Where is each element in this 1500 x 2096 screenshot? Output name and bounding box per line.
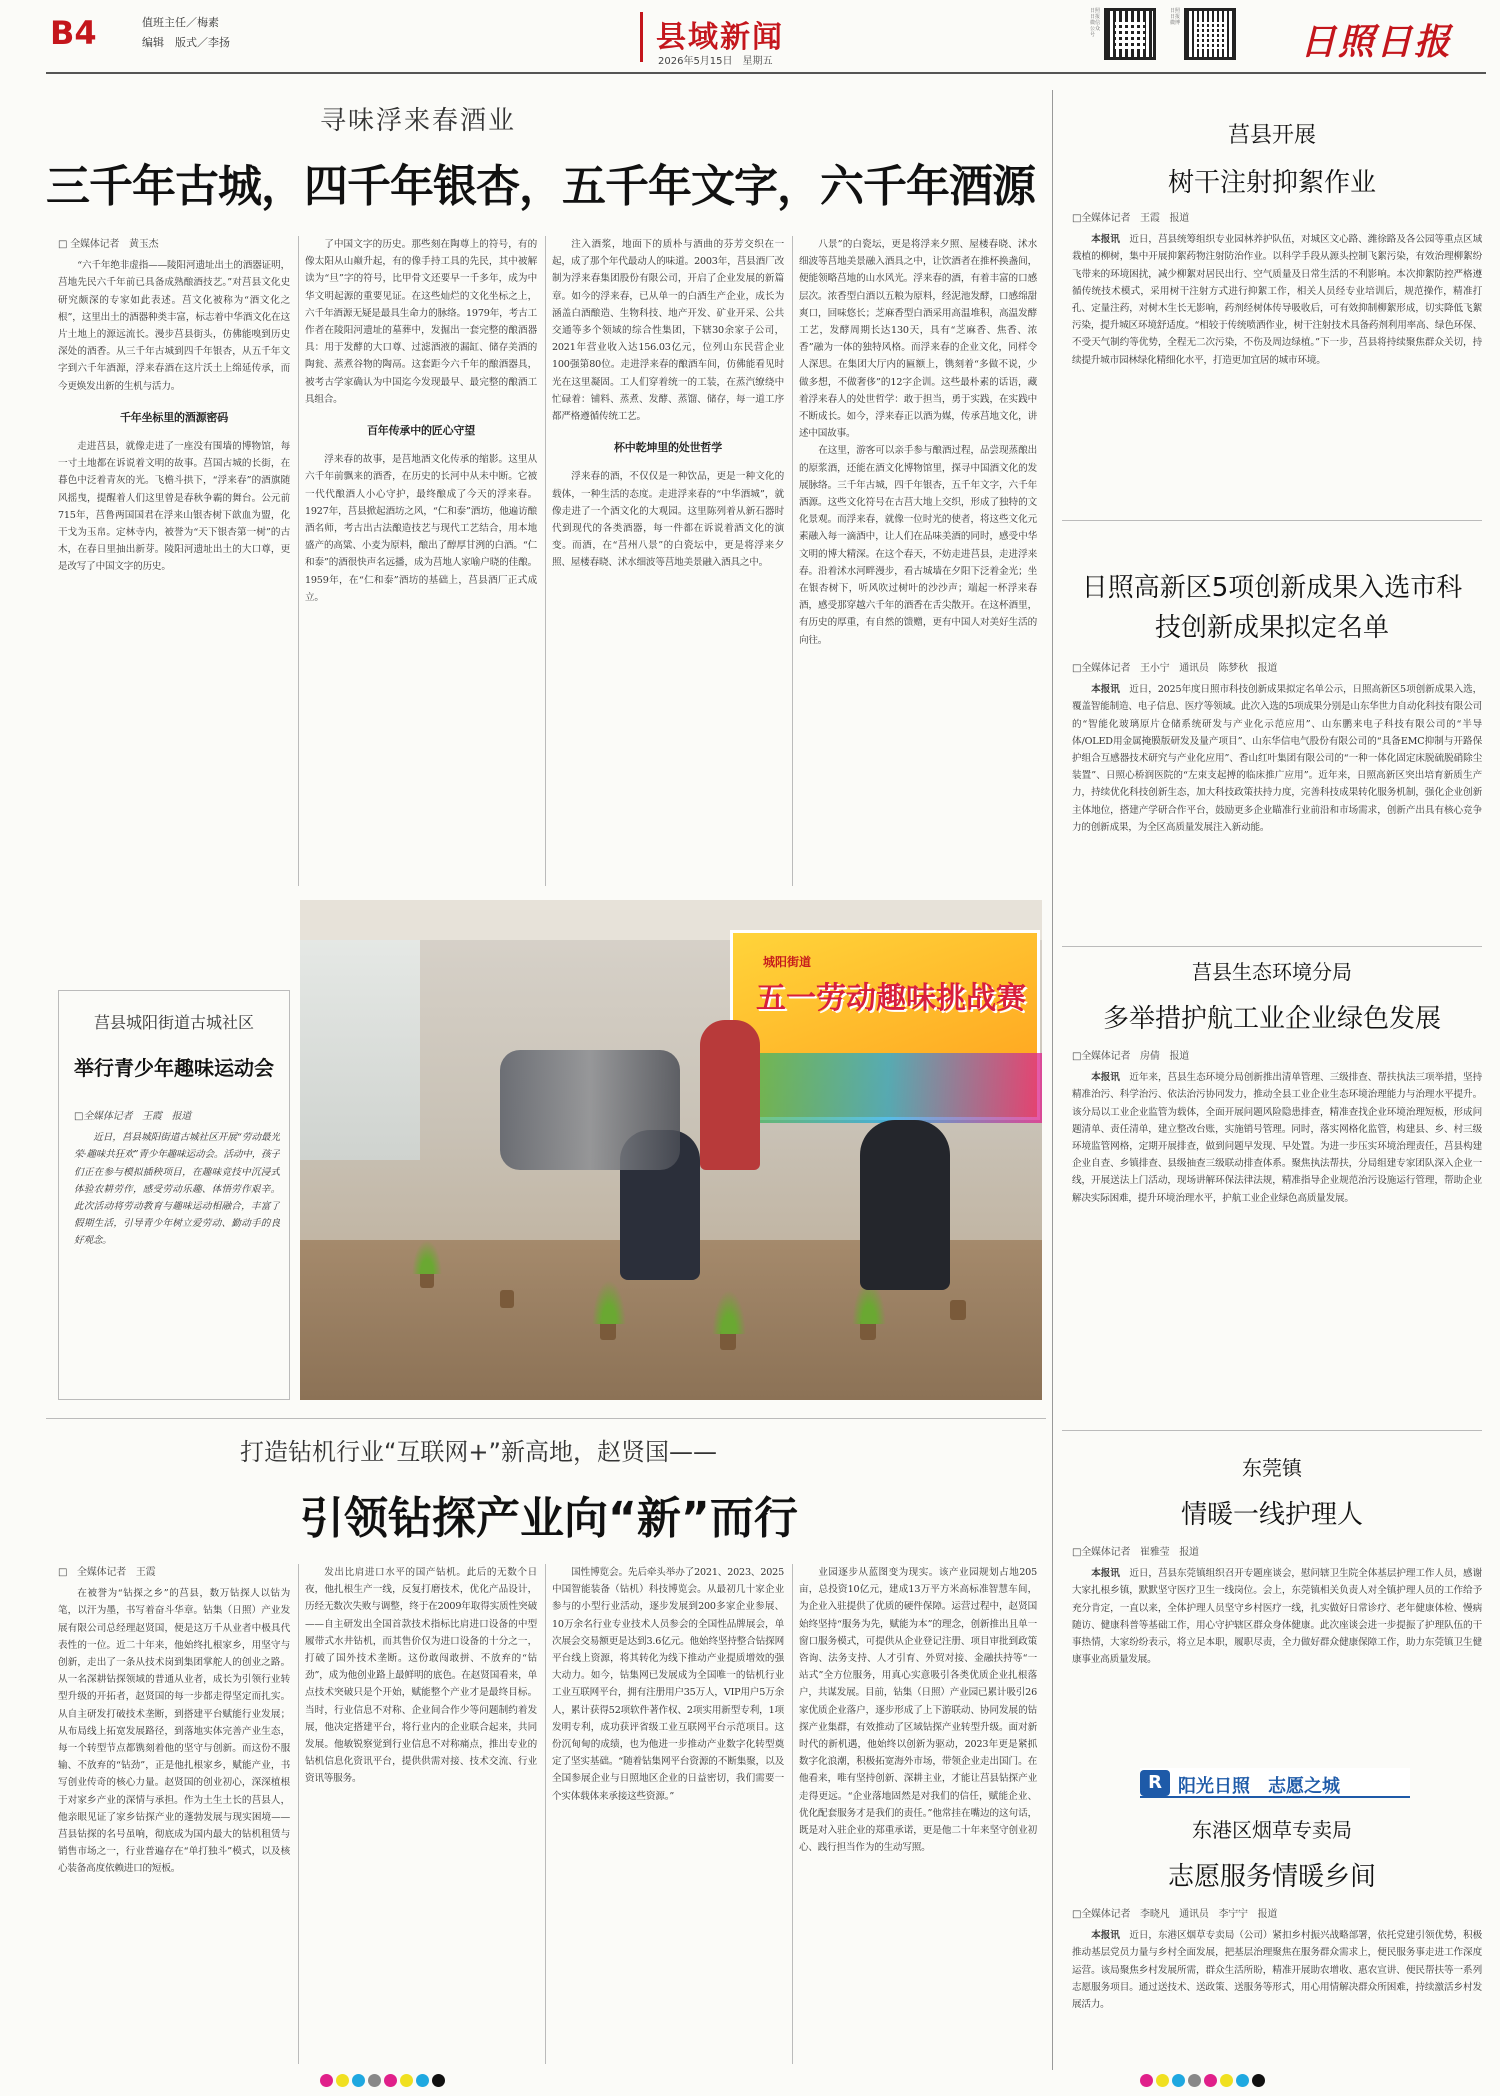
child-figure-right	[860, 1120, 950, 1290]
lead-col4-text: 八景”的白瓷坛，更是将浮来夕照、屋楼春晓、沭水细波等莒地美景融入酒具之中，让饮酒者在推杯换盏间，便能领略莒地的山水风光。浮来春的酒，有着丰富的口感层次。浓香型白酒以五粮为原料，经泥池发酵，口感绵甜爽口，回味悠长；芝麻香型白酒采用高温堆积，高温发酵工艺，发酵周期长达130天，具有“芝麻香、焦香、浓香”融为一体的独特风格。而浮来春的企业文化，同样令人深思。在集团大厅内的匾额上，镌刻着“多做不说，少做多想，不做奢侈”的12字企训。这些最朴素的话语，藏着浮来春人的处世哲学：敢于担当，勇于实践，在实践中不断成长。如今，浮来春正以酒为媒，传承莒地文化，讲述中国故事。	[799, 239, 1037, 440]
right-5-lead: 本报讯	[1091, 1930, 1120, 1942]
seedling	[712, 1290, 746, 1334]
divider	[1052, 90, 1053, 2070]
color-dot	[432, 2074, 445, 2087]
editor-line-1: 值班主任／梅素	[142, 16, 219, 29]
right-5-headline: 志愿服务情暖乡间	[1167, 1862, 1376, 1892]
community-text: 近日，莒县城阳街道古城社区开展“劳动最光荣·趣味共狂欢”青少年趣味运动会。活动中，孩子们正在参与模拟插秧项目，在趣味竞技中沉浸式体验农耕劳作，感受劳动乐趣、体悟劳作艰辛。此次活动将劳动教育与趣味运动相融合，丰富了假期生活，引导青少年树立爱劳动、勤动手的良好观念。	[74, 1132, 280, 1247]
lead-headline: 三千年古城，四千年银杏，五千年文字，六千年酒源	[46, 161, 1035, 212]
banner-ribbon	[733, 1053, 1042, 1123]
lead-byline: □ 全媒体记者 黄玉杰	[58, 239, 159, 250]
editor-line-2: 编辑 版式／李扬	[142, 36, 230, 49]
color-dot	[1188, 2074, 1201, 2087]
drill-byline: □ 全媒体记者 王霞	[58, 1567, 156, 1578]
volunteer-logo-icon: R	[1140, 1770, 1170, 1796]
color-dot	[1140, 2074, 1153, 2087]
color-dot	[320, 2074, 333, 2087]
right-3-body	[1072, 1048, 1482, 1418]
right-2-body	[1072, 660, 1482, 940]
lead-col1b-text: 走进莒县，就像走进了一座没有围墙的博物馆，每一寸土地都在诉说着文明的故事。莒国古城的长街，在暮色中泛着青灰的光。飞檐斗拱下，“浮来春”的酒旗随风摇曳，提醒着人们这里曾是春秋争霸的舞台。公元前715年，莒鲁两国国君在浮来山银杏树下歆血为盟，化干戈为玉帛。定林寺内，被誉为“天下银杏第一树”的古木，在春日里抽出新芽。陵阳河遗址出土的大口尊，更是改写了中国文字的历史。	[58, 441, 290, 573]
seedling-pot	[950, 1300, 966, 1320]
spectators	[500, 1050, 680, 1170]
right-2-text: 近日，2025年度日照市科技创新成果拟定名单公示，日照高新区5项创新成果入选，覆盖智能制造、电子信息、医疗等领域。此次入选的5项成果分别是山东华世力自动化科技有限公司的“智能化玻璃原片仓储系统研发与产业化示范应用”、山东鹏来电子科技有限公司的“半导体/OLED用金属掩膜版研发及量产项目”、山东华信电气股份有限公司的“具备EMC抑制与开路保护组合互感器技术研究与产业化应用”、香山红叶集团有限公司的“一种一体化固定床脱硫脱硝除尘装置”、日照心桥润医院的“左束支起搏的临床推广应用”。近年来，日照高新区突出培育新质生产力，持续优化科技创新生态，加大科技政策扶持力度，完善科技成果转化服务机制，强化企业创新主体地位，搭建产学研合作平台，鼓励更多企业瞄准行业前沿和市场需求，创新产出具有核心竞争力的创新成果，为全区高质量发展注入新动能。	[1072, 684, 1482, 833]
color-dot	[1236, 2074, 1249, 2087]
banner-title: 五一劳动趣味挑战赛	[756, 981, 1026, 1016]
drill-col1-text: 在被誉为“钻探之乡”的莒县，数万钻探人以钻为笔，以汗为墨，书写着奋斗华章。钻集（日照）产业发展有限公司总经理赵贤国，便是这万千从业者中极具代表性的一位。近二十年来，他始终扎根家乡，用坚守与创新，走出了一条从技术岗到集团掌舵人的创业之路。从一名深耕钻探领域的普通从业者，成长为引领行业转型升级的开拓者，赵贤国的每一步都走得坚定而扎实。从自主研发打破技术垄断，到搭建平台赋能行业发展；从布局线上拓宽发展路径，到落地实体完善产业生态，每一个转型节点都镌刻着他的坚守与创新。而这份不服输、不放弃的“钻劲”，正是他扎根家乡，赋能产业，书写创业传奇的核心力量。赵贤国的创业初心，深深植根于对家乡产业的深情与承担。作为土生土长的莒县人，他亲眼见证了家乡钻探产业的蓬勃发展与现实困境——莒县钻探的名号虽响，彻底成为国内最大的钻机租赁与销售市场之一，行业普遍存在“单打独斗”模式，以及核心装备高度依赖进口的短板。	[58, 1588, 290, 1875]
header-divider	[640, 12, 643, 62]
color-dot	[400, 2074, 413, 2087]
right-5-byline: □全媒体记者 李晓凡 通讯员 李宁宁 报道	[1072, 1909, 1278, 1920]
qr-label-wechat: 日照日报微信公众号	[1090, 8, 1101, 38]
divider	[792, 1564, 793, 2064]
divider	[298, 1564, 299, 2064]
right-3-byline: □全媒体记者 房倩 报道	[1072, 1051, 1190, 1062]
right-3-kicker: 莒县生态环境分局	[1192, 960, 1352, 984]
volunteer-logo-bar	[1140, 1768, 1410, 1798]
drill-column-4	[799, 1564, 1037, 2064]
right-1-text: 近日，莒县统筹组织专业园林养护队伍，对城区文心路、潍徐路及各公园等重点区域栽植的柳树，集中开展抑絮药物注射防治作业。以科学手段从源头控制飞絮污染，有效治理柳絮纷飞带来的环境困扰，减少柳絮对居民出行、空气质量及日常生活的不利影响。本次抑絮防控严格遵循传统技术模式，采用树干注射方式进行抑絮工作，相关人员经专业培训后，规范操作，精准打孔、定量注药，对树木生长无影响，药剂经树体传导吸收后，可有效抑制柳絮形成，切实降低飞絮污染，提升城区环境舒适度。“相较于传统喷洒作业，树干注射技术具备药剂利用率高、绿色环保、不受天气制约等优势，全程无二次污染，不伤及周边绿植。”下一步，莒县将持续聚焦群众关切，持续提升城市园林绿化精细化水平，打造更加宜居的城市环境。	[1072, 234, 1482, 366]
lead-sub-1: 千年坐标里的酒源密码	[120, 410, 228, 424]
volunteer-logo-text: 阳光日照 志愿之城	[1178, 1776, 1340, 1797]
color-dot	[384, 2074, 397, 2087]
divider	[298, 236, 299, 886]
color-dot	[1252, 2074, 1265, 2087]
drill-col2-text: 发出比肩进口水平的国产钻机。此后的无数个日夜，他扎根生产一线，反复打磨技术，优化产品设计，历经无数次失败与调整，终于在2009年取得实质性突破——自主研发出全国首款技术指标比肩进口设备的中型履带式水井钻机，而其售价仅为进口设备的十分之一，打破了国外技术垄断。这份敢闯敢拼、不放弃的“钻劲”，成为他创业路上最鲜明的底色。在赵贤国看来，单点技术突破只是个开始，赋能整个产业才是最终目标。当时，行业信息不对称、企业间合作少等问题制约着发展，他决定搭建平台，将行业内的企业联合起来，共同发展。他敏锐察觉到行业信息不对称痛点，推出专业的钻机信息化资讯平台，提供供需对接、技术交流、行业资讯等服务。	[305, 1567, 537, 1785]
print-color-dots	[320, 2072, 448, 2091]
right-1-body	[1072, 210, 1482, 510]
print-color-dots	[1140, 2072, 1268, 2091]
drill-col4-text: 业园逐步从蓝图变为现实。该产业园规划占地205亩，总投资10亿元，建成13万平方米高标准智慧车间，为企业入驻提供了优质的硬件保障。运营过程中，赵贤国始终坚持“服务为先，赋能为本”的理念，创新推出且单一窗口服务模式，可提供从企业登记注册、项目审批到政策咨询、法务支持、人才引育、外贸对接、金融扶持等“一站式”全方位服务，用真心实意吸引各类优质企业扎根落户，共谋发展。目前，钻集（日照）产业园已累计吸引26家优质企业落户，逐步形成了上下游联动、协同发展的钻探产业集群，有效推动了区域钻探产业转型升级。面对新时代的新机遇，他始终以创新为驱动，2023年更是紧抓数字化浪潮，积极拓宽海外市场，带领企业走出国门。在他看来，唯有坚持创新、深耕主业，才能让莒县钻探产业走得更远。“企业落地固然是对我们的信任，赋能企业、优化配套服务才是我们的责任。”他常挂在嘴边的这句话，既是对入驻企业的郑重承诺，更是他二十年来坚守创业初心、践行担当作为的生动写照。	[799, 1567, 1037, 1854]
community-body	[74, 1108, 280, 1358]
event-photo	[300, 900, 1042, 1400]
color-dot	[1156, 2074, 1169, 2087]
adult-figure	[700, 1020, 760, 1170]
divider	[1062, 1430, 1482, 1431]
drill-column-1	[58, 1564, 290, 2064]
right-1-kicker: 莒县开展	[1227, 123, 1316, 148]
right-4-lead: 本报讯	[1091, 1568, 1120, 1580]
issue-date: 2026年5月15日 星期五	[658, 56, 773, 67]
lead-column-3	[552, 236, 784, 896]
right-4-body	[1072, 1544, 1482, 1754]
right-5-text: 近日，东港区烟草专卖局（公司）紧扣乡村振兴战略部署，依托党建引领优势，积极推动基层党员力量与乡村全面发展，把基层治理聚焦在服务群众需求上，便民服务事走进工作深度运营。该局聚焦乡村发展所需，群众生活所盼，精准开展助农增收、惠农宣讲、便民帮扶等一系列志愿服务项目。通过送技术、送政策、送服务等形式，用心用情解决群众所困难，持续激活乡村发展活力。	[1072, 1930, 1482, 2011]
lead-sub-3: 杯中乾坤里的处世哲学	[614, 441, 722, 455]
divider	[545, 236, 546, 886]
right-4-byline: □全媒体记者 崔雅莹 报道	[1072, 1547, 1199, 1558]
color-dot	[1172, 2074, 1185, 2087]
lead-col4b-text: 在这里，游客可以亲手参与酿酒过程，品尝现蒸酿出的原浆酒，还能在酒文化博物馆里，探寻中国酒文化的发展脉络。三千年古城，四千年银杏，五千年文字，六千年酒源。这些文化符号在古莒大地上交织，形成了独特的文化景观。而浮来春，就像一位时光的使者，将这些文化元素融入每一滴酒中，让人们在品味美酒的同时，感受中华文明的博大精深。在这个春天，不妨走进莒县，走进浮来春。沿着沭水河畔漫步，看古城墙在夕阳下泛着金光；坐在银杏树下，听风吹过树叶的沙沙声；端起一杯浮来春酒，感受那穿越六千年的酒香在舌尖散开。在这杯酒里，有历史的厚重，有自然的馈赠，更有中国人对美好生活的向往。	[799, 445, 1037, 646]
masthead-logo: 日照日报	[1300, 21, 1453, 63]
color-dot	[352, 2074, 365, 2087]
community-byline: □全媒体记者 王霞 报道	[74, 1111, 192, 1122]
qr-code-wechat	[1104, 8, 1156, 60]
drill-headline: 引领钻探产业向“新”而行	[300, 1493, 798, 1544]
lead-sub-2: 百年传承中的匠心守望	[367, 424, 475, 438]
seedling	[412, 1240, 442, 1274]
lead-col3-text: 注入酒浆，地面下的质朴与酒曲的芬芳交织在一起，成了那个年代最动人的味道。2003年，莒县酒厂改制为浮来春集团股份有限公司，开启了企业发展的新篇章。如今的浮来春，已从单一的白酒生产企业，成长为涵盖白酒酿造、生物科技、地产开发、矿业开采、公共交通等多个领域的综合性集团，下辖30余家子公司，2021年营业收入达156.03亿元，位列山东民营企业100强第80位。走进浮来春的酿酒车间，仿佛能看见时光在这里凝固。工人们穿着统一的工装，在蒸汽缭绕中忙碌着：铺料、蒸煮、发酵、蒸馏、储存，每一道工序都严格遵循传统工艺。	[552, 239, 784, 423]
color-dot	[336, 2074, 349, 2087]
drill-col3-text: 国性博览会。先后牵头举办了2021、2023、2025中国智能装备（钻机）科技博览会。从最初几十家企业参与的小型行业活动，逐步发展到200多家企业参展、10万余名行业专业技术人员参会的全国性品牌展会，单次展会交易额更是达到3.6亿元。他始终坚持整合钻探网平台线上资源，将其转化为线下推动产业提质增效的强大动力。如今，钻集网已发展成为全国唯一的钻机行业工业互联网平台，拥有注册用户35万人，VIP用户5万余人，累计获得52项软件著作权、2项实用新型专利，1项发明专利，成功获评省级工业互联网平台示范项目。这份沉甸甸的成绩，也为他进一步推动产业数字化转型奠定了坚实基础。“随着钻集网平台资源的不断集聚，以及全国参展企业与日照地区企业的日益密切，我们需要一个实体载体来承接这些资源。”	[552, 1567, 784, 1802]
right-4-headline: 情暖一线护理人	[1180, 1500, 1363, 1530]
divider	[792, 236, 793, 886]
seedling	[592, 1280, 626, 1324]
header-rule	[46, 72, 1486, 74]
divider	[1062, 520, 1482, 521]
lead-column-2	[305, 236, 537, 896]
banner	[730, 930, 1040, 1120]
right-1-headline: 树干注射抑絮作业	[1167, 168, 1376, 198]
right-2-headline: 日照高新区5项创新成果入选市科技创新成果拟定名单	[1081, 573, 1463, 643]
right-3-lead: 本报讯	[1091, 1072, 1120, 1084]
community-headline: 举行青少年趣味运动会	[74, 1056, 274, 1080]
qr-label-weibo: 日照日报微博	[1170, 8, 1181, 26]
section-title: 县域新闻	[656, 20, 784, 55]
right-4-kicker: 东莞镇	[1242, 1456, 1302, 1480]
color-dot	[1204, 2074, 1217, 2087]
qr-code-weibo	[1184, 8, 1236, 60]
right-5-kicker: 东港区烟草专卖局	[1192, 1818, 1352, 1842]
community-kicker: 莒县城阳街道古城社区	[93, 1013, 254, 1032]
lead-col2b-text: 浮来春的故事，是莒地酒文化传承的缩影。这里从六千年前飘来的酒香，在历史的长河中从未中断。它被一代代酿酒人小心守护，最终酿成了今天的浮来春。1927年，莒县掀起酒坊之风，“仁和泰”酒坊，他遍访酿酒名师，考古出古法酿造技艺与现代工艺结合，用本地盛产的高粱、小麦为原料，酿出了醇厚甘洌的白酒。“仁和泰”的酒很快声名远播，成为莒地人家喻户晓的佳酿。1959年，在“仁和泰”酒坊的基础上，莒县酒厂正式成立。	[305, 454, 537, 603]
banner-top-text: 城阳街道	[763, 955, 812, 969]
color-dot	[416, 2074, 429, 2087]
right-2-byline: □全媒体记者 王小宁 通讯员 陈梦秋 报道	[1072, 663, 1278, 674]
right-4-text: 近日，莒县东莞镇组织召开专题座谈会，慰问辖卫生院全体基层护理工作人员，感谢大家扎根乡镇，默默坚守医疗卫生一线岗位。会上，东莞镇相关负责人对全镇护理人员的工作给予充分肯定，一直以来，全体护理人员坚守乡村医疗一线，扎实做好日常诊疗、老年健康体检、慢病随访、健康科普等基础工作，用心守护辖区群众身体健康。此次座谈会进一步提振了护理队伍的干事热情，大家纷纷表示，将立足本职，履职尽责，全力做好群众健康保障工作，助力东莞镇卫生健康事业高质量发展。	[1072, 1568, 1482, 1666]
lead-column-4	[799, 236, 1037, 896]
right-1-lead: 本报讯	[1091, 234, 1120, 246]
right-5-body	[1072, 1906, 1482, 2066]
drill-column-3	[552, 1564, 784, 2064]
lead-col3b-text: 浮来春的酒，不仅仅是一种饮品，更是一种文化的载体，一种生活的态度。走进浮来春的“中华酒城”，就像走进了一个酒文化的大观园。这里陈列着从新石器时代到现代的各类酒器，每一件都在诉说着酒文化的演变。而酒，在“莒州八景”的白瓷坛中，更是将浮来夕照、屋楼春晓、沭水细波等莒地美景融入酒具之中。	[552, 471, 784, 569]
page-code: B4	[50, 14, 97, 52]
page-header	[0, 0, 1500, 68]
lead-col1-text: “六千年绝非虚指——陵阳河遗址出土的酒器证明，莒地先民六千年前已具备成熟酿酒技艺。”对莒县文化史研究颇深的专家如此表述。莒文化被称为“酒文化之根”，这里出土的酒器种类丰富，标志着中华酒文化在这片土地上的源远流长。漫步莒县街头，仿佛能嗅到历史深处的酒香。从三千年古城到四千年银杏，从五千年文字到六千年酒源，浮来春酒在这片沃土上绵延传承，而今更焕发出新的生机与活力。	[58, 260, 290, 392]
right-3-headline: 多举措护航工业企业绿色发展	[1102, 1004, 1441, 1034]
lead-kicker: 寻味浮来春酒业	[320, 106, 517, 136]
divider	[545, 1564, 546, 2064]
color-dot	[1220, 2074, 1233, 2087]
right-3-text: 近年来，莒县生态环境分局创新推出清单管理、三级排查、帮扶执法三项举措，坚持精准治污、科学治污、依法治污协同发力，推动全县工业企业生态环境治理能力与治理水平提升。该分局以工业企业监管为载体，全面开展问题风险隐患排查，精准查找企业环境治理短板，形成问题清单、责任清单，建立整改台账，实施销号管理。同时，落实网格化监管，构建县、乡、村三级环境监管网格，定期开展排查，做到问题早发现、早处置。为进一步压实环境治理责任，莒县构建企业自查、乡镇排查、县级抽查三级联动排查体系。聚焦执法帮扶，分局组建专家团队深入企业一线，开展送法上门活动，现场讲解环保法律法规，精准指导企业规范治污设施运行管理，帮助企业解决实际困难，提升环境治理水平，护航工业企业绿色高质量发展。	[1072, 1072, 1482, 1204]
divider	[46, 1418, 1046, 1419]
drill-kicker: 打造钻机行业“互联网+”新高地，赵贤国——	[240, 1438, 717, 1466]
color-dot	[368, 2074, 381, 2087]
drill-column-2	[305, 1564, 537, 2064]
divider	[1062, 946, 1482, 947]
lead-col2-text: 了中国文字的历史。那些刻在陶尊上的符号，有的像太阳从山巅升起，有的像手持工具的先民，其中被解读为“旦”字的符号，比甲骨文还要早一千多年，成为中华文明起源的重要见证。在这些灿烂的文化坐标之上，六千年酒源无疑是最具生命力的脉络。1979年，考古工作者在陵阳河遗址的墓葬中，发掘出一套完整的酿酒器具：用于发酵的大口尊、过滤酒液的漏缸、储存美酒的陶瓮、蒸煮谷物的陶鬲。这套距今六千年的酿酒器具，被考古学家确认为中国迄今发现最早、最完整的酿酒工具组合。	[305, 239, 537, 405]
right-2-lead: 本报讯	[1091, 684, 1120, 696]
lead-column-1	[58, 236, 290, 896]
right-1-byline: □全媒体记者 王霞 报道	[1072, 213, 1190, 224]
seedling-pot	[500, 1290, 514, 1308]
